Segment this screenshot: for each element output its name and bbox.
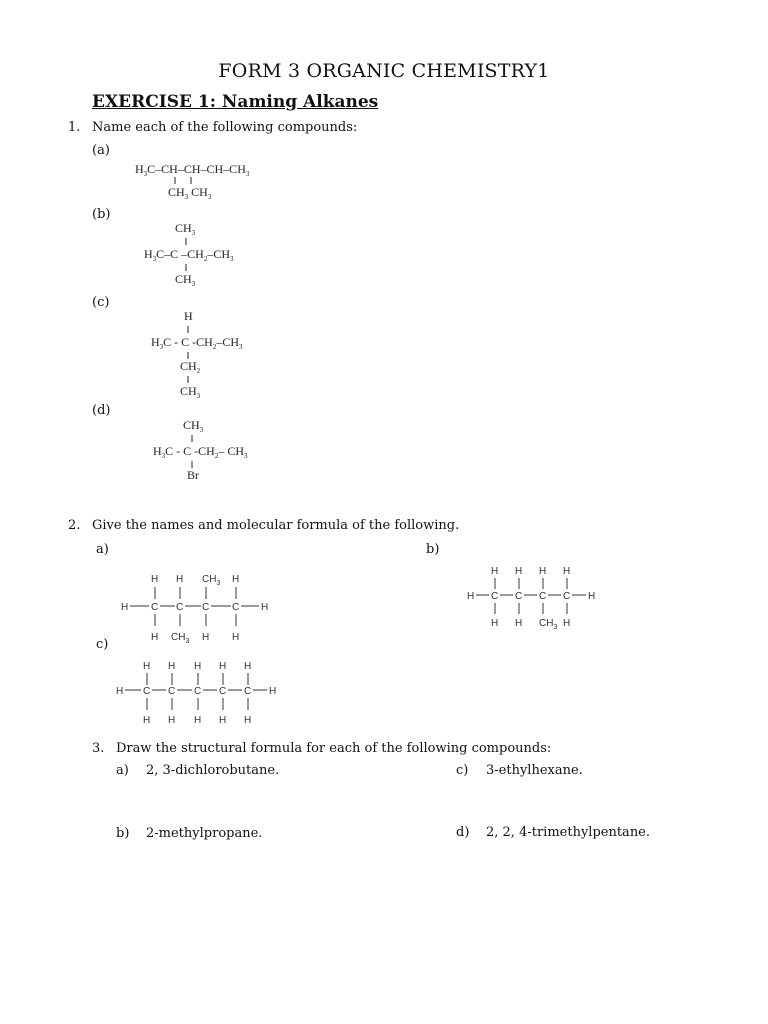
svg-text:C: C	[176, 602, 184, 613]
svg-text:H: H	[261, 602, 269, 613]
svg-text:CH3: $CH_3$	[202, 574, 221, 587]
svg-text:C: C	[219, 686, 227, 697]
question-2-number: 2.	[68, 518, 81, 533]
svg-text:H: H	[244, 661, 252, 672]
svg-text:H: H	[588, 591, 596, 602]
svg-text:CH3 CH3: $CH_3$ $CH_3$	[168, 185, 212, 201]
svg-text:H: H	[491, 566, 499, 577]
question-3-item-b-label: b)	[116, 826, 130, 841]
svg-text:H: H	[219, 661, 227, 672]
svg-text:Br: Br	[187, 468, 199, 482]
svg-text:H: H	[232, 574, 240, 585]
svg-text:H3C - C -CH2– CH3: $H_3C$ - C $-CH_2-$ $CH_3$	[153, 444, 248, 460]
compound-1a-structure	[130, 155, 290, 205]
svg-text:CH3: $CH_3$	[175, 221, 196, 237]
compound-1d-structure	[150, 415, 310, 487]
question-3-text: Draw the structural formula for each of the following compounds:	[116, 741, 552, 756]
question-3-item-a-label: a)	[116, 763, 129, 778]
question-2-text: Give the names and molecular formula of the following.	[92, 518, 460, 533]
svg-text:C: C	[168, 686, 176, 697]
svg-text:H: H	[515, 618, 523, 629]
question-3-item-c-text: 3-ethylhexane.	[486, 763, 583, 778]
exercise-heading: EXERCISE 1: Naming Alkanes	[92, 92, 379, 112]
question-1-text: Name each of the following compounds:	[92, 120, 358, 135]
question-2-part-b-label: b)	[426, 542, 440, 557]
svg-text:H: H	[116, 686, 124, 697]
svg-text:H: H	[269, 686, 277, 697]
question-2-part-a-label: a)	[96, 542, 109, 557]
svg-text:H3C–C –CH2–CH3: $H_3C-C$ $-CH_2-CH_3$	[144, 247, 234, 263]
question-1-part-a-label: (a)	[92, 143, 110, 158]
svg-text:C: C	[202, 602, 210, 613]
svg-text:CH2: $CH_2$	[180, 359, 201, 375]
svg-text:C: C	[244, 686, 252, 697]
svg-text:CH3: $CH_3$	[180, 384, 201, 400]
question-1-number: 1.	[68, 120, 81, 135]
svg-text:CH3: $CH_3$	[175, 272, 196, 288]
question-3-item-d-label: d)	[456, 825, 470, 840]
svg-text:H: H	[151, 574, 159, 585]
svg-text:H: H	[219, 715, 227, 726]
svg-text:H: H	[467, 591, 475, 602]
question-3-item-c-label: c)	[456, 763, 469, 778]
svg-text:H: H	[202, 632, 210, 643]
svg-text:C: C	[151, 602, 159, 613]
question-3-item-d-text: 2, 2, 4-trimethylpentane.	[486, 825, 651, 840]
svg-text:H: H	[232, 632, 240, 643]
svg-text:H: H	[194, 715, 202, 726]
svg-text:H: H	[176, 574, 184, 585]
compound-1c-structure	[148, 306, 308, 402]
svg-text:C: C	[491, 591, 499, 602]
svg-text:H3C–CH–CH–CH–CH3: $H_3C-CH-CH-CH-CH_3$	[135, 162, 250, 178]
svg-text:C: C	[194, 686, 202, 697]
svg-text:H: H	[563, 566, 571, 577]
svg-text:H: H	[121, 602, 129, 613]
svg-text:H: H	[539, 566, 547, 577]
svg-text:CH3: $CH_3$	[539, 618, 558, 631]
svg-text:H: H	[184, 309, 193, 323]
svg-text:CH3: $CH_3$	[171, 632, 190, 645]
svg-text:H: H	[194, 661, 202, 672]
svg-text:C: C	[563, 591, 571, 602]
question-1-part-d-label: (d)	[92, 403, 111, 418]
svg-text:H: H	[491, 618, 499, 629]
svg-text:CH3: $CH_3$	[183, 418, 204, 434]
question-1-part-b-label: (b)	[92, 207, 111, 222]
svg-text:H: H	[244, 715, 252, 726]
question-1-part-c-label: (c)	[92, 295, 110, 310]
page-title: FORM 3 ORGANIC CHEMISTRY1	[218, 60, 550, 82]
svg-text:H: H	[168, 661, 176, 672]
svg-text:H: H	[563, 618, 571, 629]
compound-2a-structure	[118, 570, 278, 650]
question-3-item-b-text: 2-methylpropane.	[146, 826, 263, 841]
question-3-item-a-text: 2, 3-dichlorobutane.	[146, 763, 280, 778]
compound-2c-structure	[113, 658, 293, 730]
svg-text:C: C	[232, 602, 240, 613]
svg-text:H: H	[168, 715, 176, 726]
svg-text:C: C	[539, 591, 547, 602]
question-2-part-c-label: c)	[96, 637, 109, 652]
svg-text:H: H	[143, 661, 151, 672]
svg-text:H3C - C -CH2–CH3: $H_3C$ - C $-CH_2-CH_3$	[151, 335, 243, 351]
compound-2b-structure	[464, 563, 614, 635]
compound-1b-structure	[140, 218, 300, 290]
svg-text:H: H	[151, 632, 159, 643]
svg-text:H: H	[515, 566, 523, 577]
svg-text:H: H	[143, 715, 151, 726]
svg-text:C: C	[515, 591, 523, 602]
question-3-number: 3.	[92, 741, 105, 756]
svg-text:C: C	[143, 686, 151, 697]
